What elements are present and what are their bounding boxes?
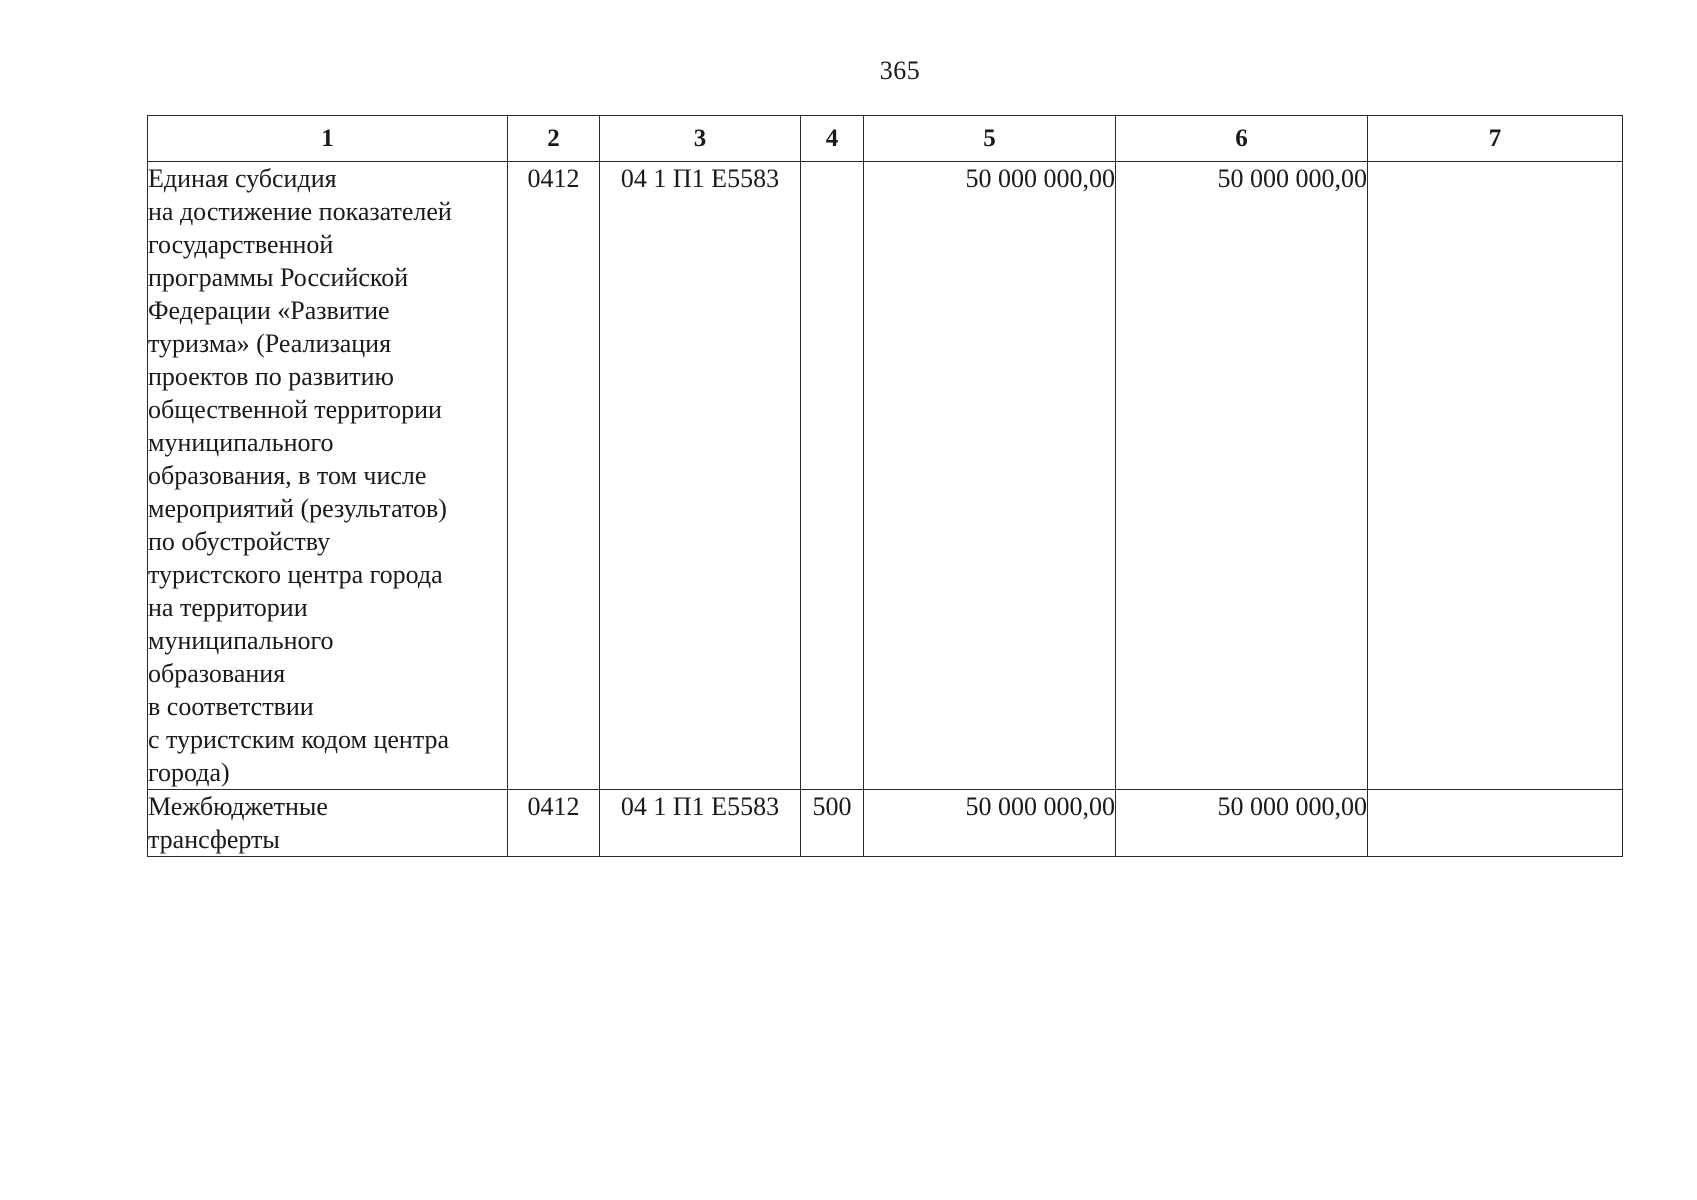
name-line: трансферты <box>148 825 280 854</box>
table-row <box>148 790 1623 857</box>
name-line: Единая субсидия <box>148 164 337 193</box>
section-code-cell: 0412 <box>508 790 600 857</box>
amount-col6-cell: 50 000 000,00 <box>1116 162 1368 790</box>
header-col-5: 5 <box>864 116 1116 162</box>
name-line: Федерации «Развитие <box>148 296 390 325</box>
name-line: программы Российской <box>148 263 409 292</box>
name-line: города) <box>148 758 230 787</box>
name-line: на территории <box>148 593 308 622</box>
amount-col5-cell: 50 000 000,00 <box>864 162 1116 790</box>
table-row <box>148 162 1623 790</box>
header-row <box>148 116 1623 162</box>
target-article-cell: 04 1 П1 Е5583 <box>600 790 801 857</box>
name-line: общественной территории <box>148 395 442 424</box>
amount-col6-cell: 50 000 000,00 <box>1116 790 1368 857</box>
name-line: образования, в том числе <box>148 461 427 490</box>
name-line: государственной <box>148 230 334 259</box>
name-line: Межбюджетные <box>148 792 328 821</box>
budget-table <box>147 115 1623 857</box>
header-col-1: 1 <box>148 116 508 162</box>
name-line: муниципального <box>148 626 334 655</box>
header-col-2: 2 <box>508 116 600 162</box>
name-line: мероприятий (результатов) <box>148 494 447 523</box>
page-number: 365 <box>879 56 921 85</box>
name-line: на достижение показателей <box>148 197 452 226</box>
name-line: образования <box>148 659 286 688</box>
name-line: туристского центра города <box>148 560 443 589</box>
header-col-7: 7 <box>1368 116 1623 162</box>
header-col-4: 4 <box>801 116 864 162</box>
name-line: с туристским кодом центра <box>148 725 450 754</box>
amount-col5-cell: 50 000 000,00 <box>864 790 1116 857</box>
amount-col7-cell <box>1368 162 1623 790</box>
name-line: проектов по развитию <box>148 362 394 391</box>
expense-type-cell <box>801 162 864 790</box>
row-name-cell <box>148 790 508 857</box>
name-line: по обустройству <box>148 527 331 556</box>
row-name-cell <box>148 162 508 790</box>
target-article-cell: 04 1 П1 Е5583 <box>600 162 801 790</box>
header-col-3: 3 <box>600 116 801 162</box>
header-col-6: 6 <box>1116 116 1368 162</box>
section-code-cell: 0412 <box>508 162 600 790</box>
name-line: туризма» (Реализация <box>148 329 392 358</box>
name-line: в соответствии <box>148 692 314 721</box>
name-line: муниципального <box>148 428 334 457</box>
expense-type-cell: 500 <box>801 790 864 857</box>
amount-col7-cell <box>1368 790 1623 857</box>
